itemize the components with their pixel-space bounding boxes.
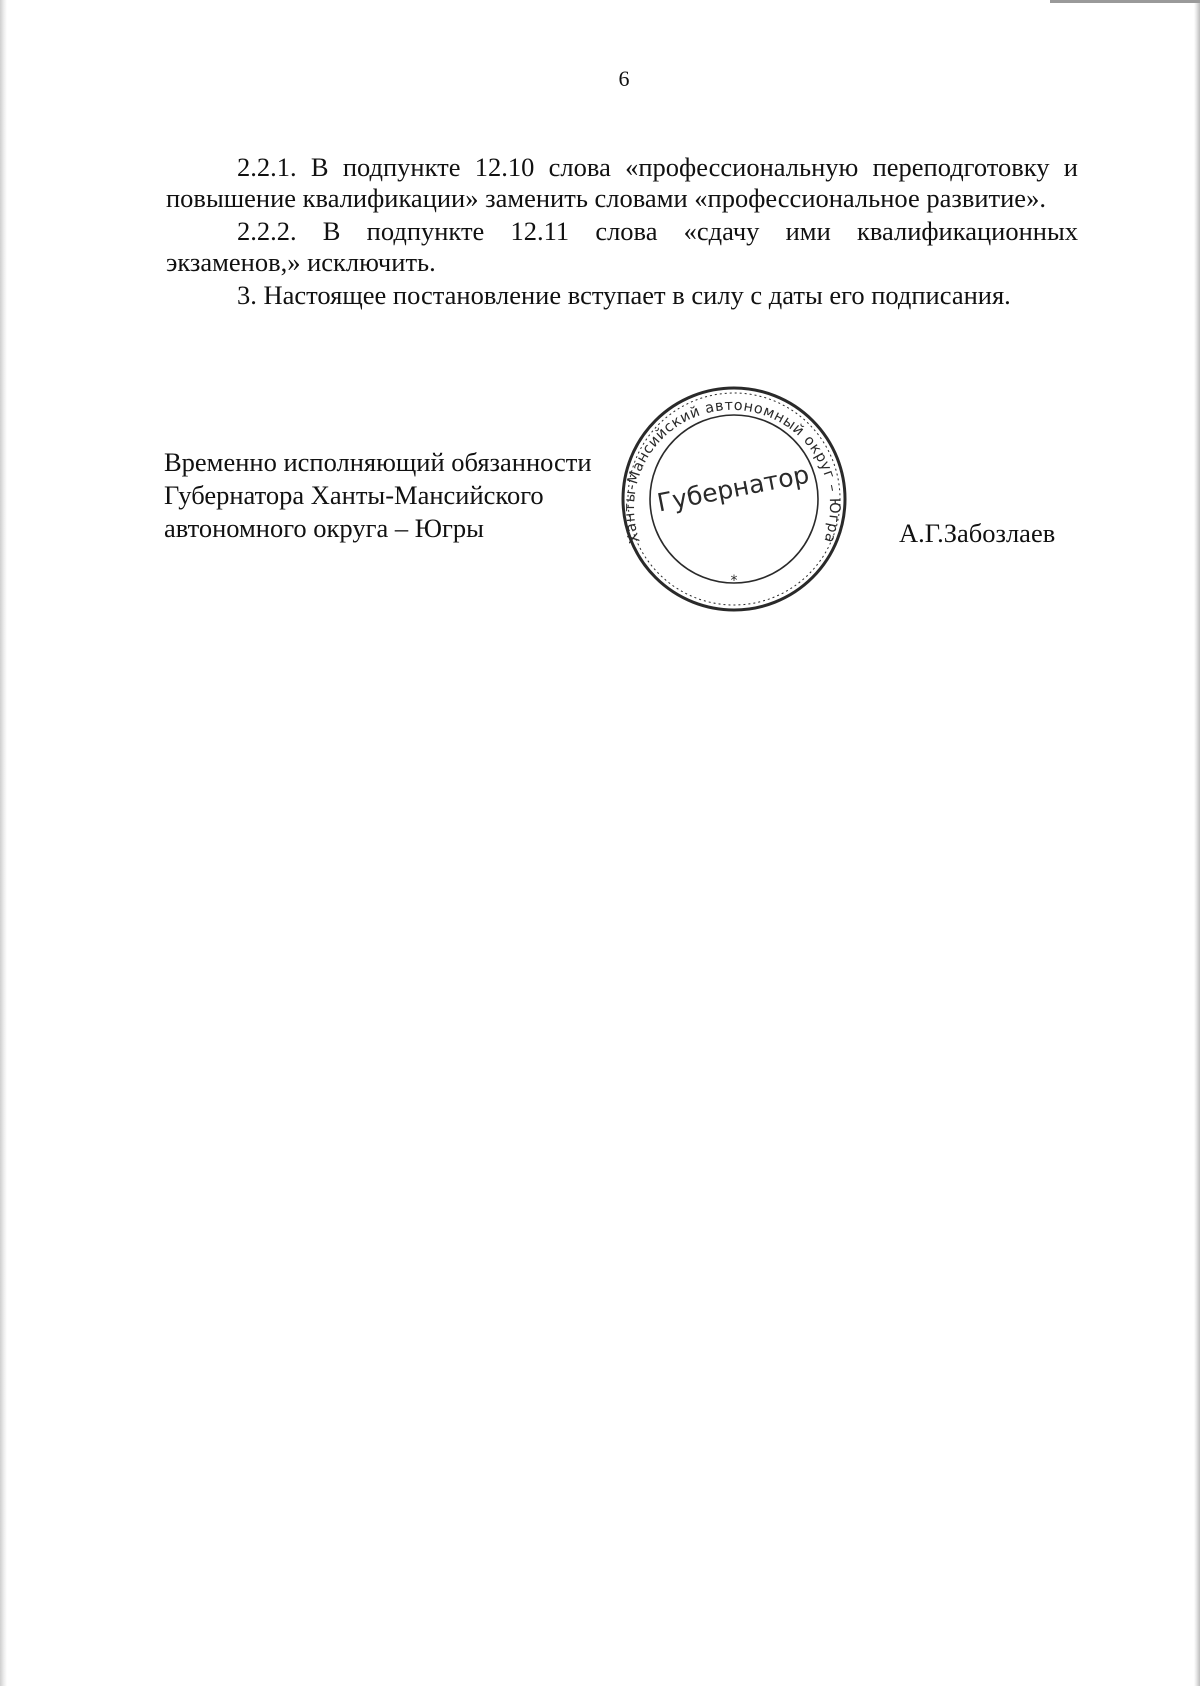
paragraph-2-2-1: 2.2.1. В подпункте 12.10 слова «профессиональную переподготовку и повышение квалификации» заменить словами «профессиональное развитие». (166, 152, 1078, 213)
scan-edge-right (1194, 0, 1200, 1686)
document-body (166, 152, 1078, 313)
signatory-title (164, 446, 592, 545)
official-seal (614, 383, 854, 615)
signatory-title-line: автономного округа – Югры (164, 513, 484, 543)
signatory-title-line: Губернатора Ханты-Мансийского (164, 480, 544, 510)
signatory-title-line: Временно исполняющий обязанности (164, 447, 592, 477)
signatory-name: А.Г.Забозлаев (899, 518, 1056, 548)
seal-center-text: Губернатор (654, 459, 812, 518)
scan-edge-left (0, 0, 7, 1686)
seal-ring-textpath: Ханты-Мансийский автономный округ – Югра (621, 397, 843, 545)
seal-star-icon: * (730, 573, 738, 589)
page-number: 6 (618, 66, 630, 91)
paragraph-3: 3. Настоящее постановление вступает в силу с даты его подписания. (237, 280, 1011, 310)
paragraph-2-2-2: 2.2.2. В подпункте 12.11 слова «сдачу ими квалификационных экзаменов,» исключить. (166, 216, 1078, 277)
scan-edge-top (1050, 0, 1200, 3)
